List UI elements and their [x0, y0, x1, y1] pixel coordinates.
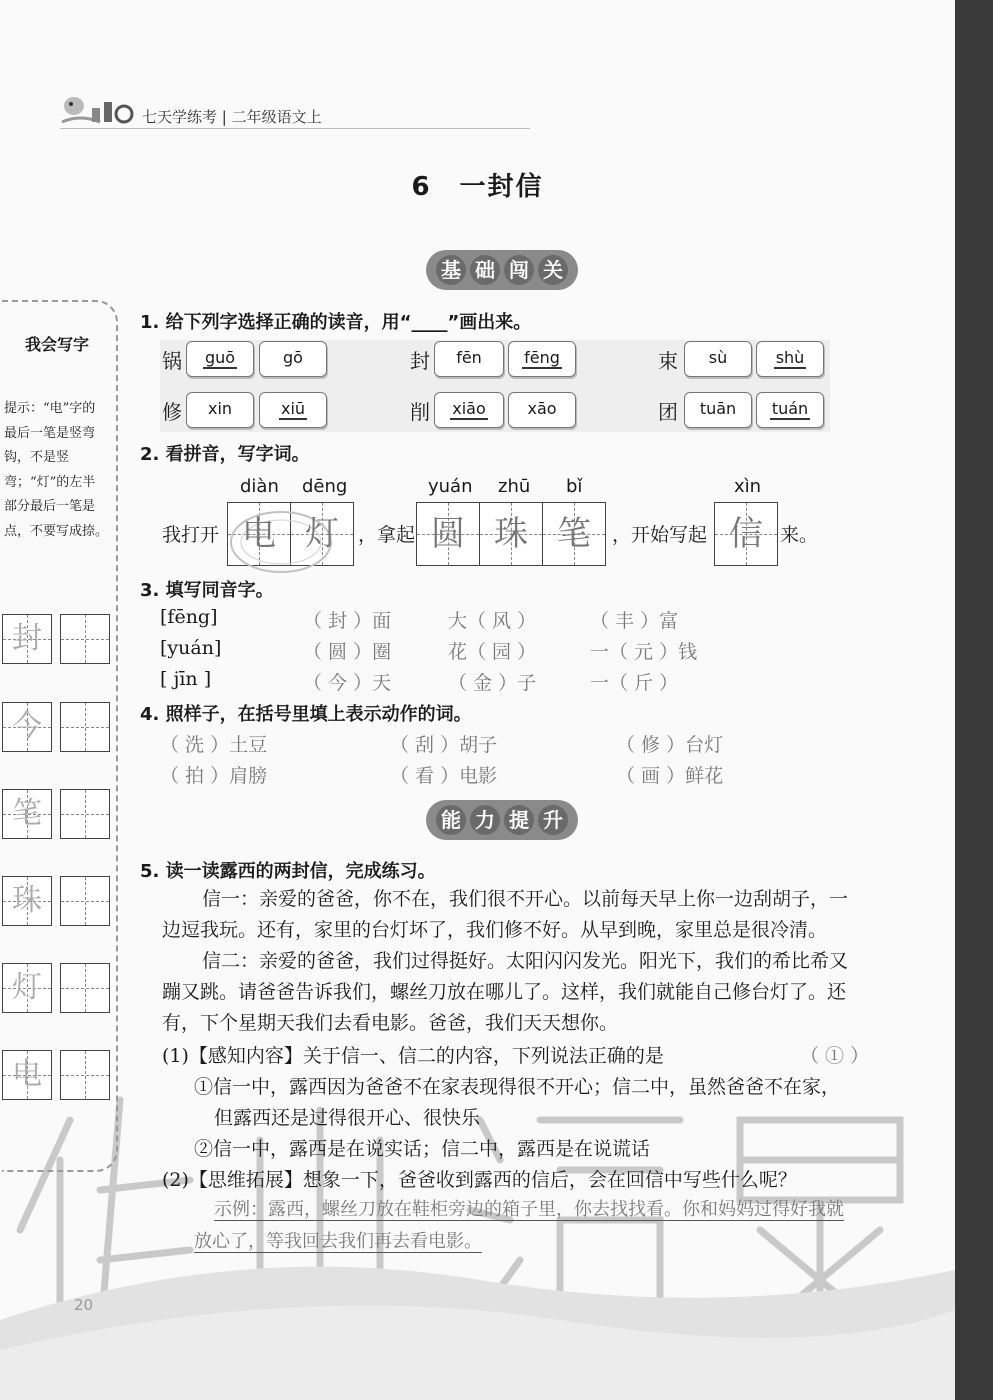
model-char: 电 — [12, 1057, 42, 1092]
series-name: 七天学练考 — [142, 108, 218, 126]
pinyin-label: bǐ — [566, 476, 583, 497]
q2-suffix: 来。 — [780, 524, 819, 546]
pinyin-label: yuán — [428, 476, 473, 497]
q4-answer[interactable]: （ 修 ）台灯 — [616, 734, 724, 756]
q3-pinyin: [ jīn ] — [160, 668, 212, 690]
pinyin-option-selected[interactable]: shù — [756, 341, 824, 377]
option-1-line-1: ①信一中，露西因为爸爸不在家表现得很不开心；信二中，虽然爸爸不在家， — [194, 1076, 841, 1098]
q3-answer[interactable]: （ 圆 ）圈 — [303, 641, 392, 663]
q4-answer[interactable]: （ 拍 ）肩膀 — [160, 765, 268, 787]
letter-one: 信一：亲爱的爸爸，你不在，我们很不开心。以前每天早上你一边刮胡子，一边逗我玩。还有，家里的台灯坏了，我们修不好。从早到晚，家里总是很冷清。 — [162, 888, 849, 941]
writing-box[interactable]: 灯 — [290, 502, 354, 566]
writing-box[interactable]: 圆 — [416, 502, 480, 566]
footer-wave-decoration — [0, 1240, 955, 1400]
badge-char: 升 — [538, 805, 568, 835]
pinyin-option[interactable]: tuān — [684, 392, 752, 428]
writing-box[interactable]: 信 — [714, 502, 778, 566]
q3-answer[interactable]: 一（ 元 ）钱 — [590, 641, 698, 663]
q1-char: 修 — [162, 400, 182, 424]
q3-pinyin: [yuán] — [160, 637, 222, 659]
pinyin-option-selected[interactable]: xiū — [259, 392, 327, 428]
q1-char: 团 — [658, 400, 678, 424]
q4-answer[interactable]: （ 刮 ）胡子 — [390, 734, 498, 756]
badge-char: 提 — [504, 805, 534, 835]
question-3: 3. 填写同音字。 — [140, 580, 274, 601]
practice-grid-blank[interactable] — [60, 789, 110, 839]
section-badge-basic — [426, 250, 578, 290]
question-5: 5. 读一读露西的两封信，完成练习。 — [140, 861, 436, 882]
q3-answer[interactable]: 大（ 风 ） — [448, 610, 537, 632]
sub-question-2: (2)【思维拓展】想象一下，爸爸收到露西的信后，会在回信中写些什么呢？ — [162, 1169, 797, 1191]
badge-char: 关 — [538, 255, 568, 285]
q4-answer[interactable]: （ 洗 ）土豆 — [160, 734, 268, 756]
q1-char: 削 — [410, 400, 430, 424]
model-char: 今 — [12, 709, 42, 744]
model-char: 笔 — [12, 796, 42, 831]
practice-grid-model — [2, 1050, 52, 1100]
header — [60, 92, 360, 128]
pinyin-option[interactable]: gō — [259, 341, 327, 377]
q1-char: 封 — [410, 349, 430, 373]
sub-question-2-answer[interactable]: 示例：露西，螺丝刀放在鞋柜旁边的箱子里，你去找找看。你和妈妈过得好我就放心了，等我回去我们再去看电影。 — [194, 1199, 844, 1252]
page-edge-shadow — [955, 0, 993, 1400]
q3-answer[interactable]: 一（ 斤 ） — [590, 672, 679, 694]
q3-answer[interactable]: （ 金 ）子 — [448, 672, 537, 694]
pinyin-option[interactable]: xāo — [508, 392, 576, 428]
pinyin-option-selected[interactable]: fēng — [508, 341, 576, 377]
practice-grid-blank[interactable] — [60, 963, 110, 1013]
q1-char: 锅 — [162, 349, 182, 373]
pinyin-option[interactable]: xin — [186, 392, 254, 428]
practice-grid-model — [2, 963, 52, 1013]
sub-question-1: (1)【感知内容】关于信一、信二的内容，下列说法正确的是 — [162, 1045, 664, 1067]
q4-answer[interactable]: （ 画 ）鲜花 — [616, 765, 724, 787]
q3-answer[interactable]: （ 封 ）面 — [303, 610, 392, 632]
option-1-line-2: 但露西还是过得很开心、很快乐 — [214, 1107, 481, 1129]
question-4: 4. 照样子，在括号里填上表示动作的词。 — [140, 704, 472, 725]
pinyin-label: zhū — [498, 476, 531, 497]
section-badge-advanced — [426, 800, 578, 840]
practice-grid-model — [2, 876, 52, 926]
pinyin-option[interactable]: fēn — [434, 341, 504, 377]
pinyin-label: dēng — [302, 476, 348, 497]
q3-answer[interactable]: 花（ 园 ） — [448, 641, 537, 663]
pinyin-option-selected[interactable]: tuán — [756, 392, 824, 428]
model-char: 珠 — [12, 883, 42, 918]
question-1: 1. 给下列字选择正确的读音，用“____”画出来。 — [140, 312, 532, 333]
q4-answer[interactable]: （ 看 ）电影 — [390, 765, 498, 787]
q3-pinyin: [fēng] — [160, 606, 218, 628]
q2-mid: ，拿起 — [358, 524, 416, 546]
q2-prefix: 我打开 — [162, 524, 220, 546]
option-2: ②信一中，露西是在说实话；信二中，露西是在说谎话 — [194, 1138, 651, 1160]
q3-answer[interactable]: （ 今 ）天 — [303, 672, 392, 694]
header-text: 七天学练考 | 二年级语文上 — [142, 108, 322, 126]
practice-grid-model — [2, 614, 52, 664]
writing-box[interactable]: 电 — [227, 502, 291, 566]
badge-char: 力 — [470, 805, 500, 835]
pinyin-label: xìn — [734, 476, 762, 497]
practice-grid-blank[interactable] — [60, 702, 110, 752]
practice-grid-blank[interactable] — [60, 876, 110, 926]
badge-char: 能 — [436, 805, 466, 835]
pinyin-option-selected[interactable]: xiāo — [434, 392, 504, 428]
badge-char: 础 — [470, 255, 500, 285]
practice-grid-blank[interactable] — [60, 1050, 110, 1100]
question-2: 2. 看拼音，写字词。 — [140, 444, 310, 465]
q1-char: 束 — [658, 349, 678, 373]
subject-name: 二年级语文上 — [231, 108, 322, 126]
mascot-logo-icon — [60, 92, 134, 126]
q2-mid2: ，开始写起 — [612, 524, 708, 546]
pinyin-option-selected[interactable]: guō — [186, 341, 254, 377]
model-char: 封 — [12, 621, 42, 656]
practice-grid-model — [2, 789, 52, 839]
page-number: 20 — [74, 1296, 94, 1314]
practice-grid-model — [2, 702, 52, 752]
writing-box[interactable]: 笔 — [542, 502, 606, 566]
q3-answer[interactable]: （ 丰 ）富 — [590, 610, 679, 632]
sub-question-1-answer[interactable]: （ ① ） — [800, 1045, 870, 1067]
pinyin-option[interactable]: sù — [684, 341, 752, 377]
model-char: 灯 — [12, 970, 42, 1005]
practice-grid-blank[interactable] — [60, 614, 110, 664]
header-divider — [60, 128, 530, 129]
badge-char: 基 — [436, 255, 466, 285]
letter-two: 信二：亲爱的爸爸，我们过得挺好。太阳闪闪发光。阳光下，我们的希比希又蹦又跳。请爸爸告诉我们，螺丝刀放在哪儿了。这样，我们就能自己修台灯了。还有，下个星期天我们去看电影。爸爸，我们天天想你。 — [162, 950, 849, 1034]
sidebar-tip: 提示：“电”字的最后一笔是竖弯钩，不是竖弯；“灯”的左半部分最后一笔是点，不要写成捺。 — [4, 401, 109, 539]
writing-box[interactable]: 珠 — [479, 502, 543, 566]
badge-char: 闯 — [504, 255, 534, 285]
lesson-title: 6 一封信 — [411, 172, 544, 202]
sidebar-title: 我会写字 — [24, 335, 89, 354]
pinyin-label: diàn — [240, 476, 279, 497]
